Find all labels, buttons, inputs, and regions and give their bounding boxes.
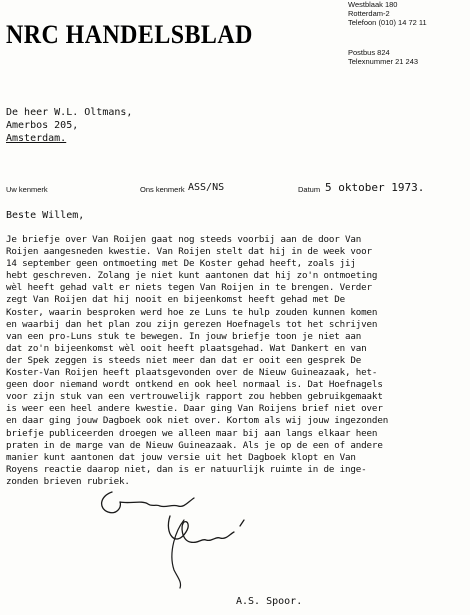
letter-body-line: dat zo'n bijeenkomst wèl ooit heeft plaatsgehad. Wat Dankert en van bbox=[6, 342, 367, 354]
letter-body-line: briefje publiceerden droegen we alleen maar bij aan langs elkaar heen bbox=[6, 427, 378, 439]
salutation: Beste Willem, bbox=[6, 210, 85, 221]
letter-body-line: Je briefje over Van Roijen gaat nog steeds voorbij aan de door Van bbox=[6, 234, 362, 245]
sender-street: Westblaak 180 bbox=[348, 0, 398, 9]
newspaper-masthead: NRC HANDELSBLAD bbox=[6, 20, 253, 49]
uw-kenmerk-label: Uw kenmerk bbox=[6, 185, 48, 194]
letter-body-line: voor zijn stuk van een vertrouwelijk rapport zou hebben gebruikgemaakt bbox=[6, 391, 383, 403]
letter-body-line: en daar ging jouw Dagboek ook niet over. Kortom als wij jouw ingezonden bbox=[6, 415, 389, 427]
sender-address-block bbox=[348, 0, 427, 27]
handwritten-signature-icon bbox=[90, 482, 290, 592]
letter-body-line: zonden brieven rubriek. bbox=[6, 475, 130, 487]
letter-body bbox=[6, 234, 468, 488]
signature-name: A.S. Spoor. bbox=[236, 596, 303, 607]
recipient-address bbox=[6, 106, 132, 145]
sender-telex: Telexnummer 21 243 bbox=[348, 57, 419, 66]
sender-city: Rotterdam-2 bbox=[348, 9, 390, 18]
letter-body-line: Koster, waarin besproken werd hoe ze Luns te hulp zouden kunnen komen bbox=[6, 306, 378, 318]
letter-body-line: wèl heeft gehad valt er niets tegen Van Roijen in te brengen. Verder bbox=[6, 282, 372, 294]
letter-body-line: van een pro-Luns stuk te bewegen. In jouw briefje toon je niet aan bbox=[6, 330, 362, 342]
letter-body-line: manier kunt aantonen dat jouw versie uit het Dagboek klopt en Van bbox=[6, 451, 356, 463]
sender-postal-block bbox=[348, 48, 418, 66]
recipient-name: De heer W.L. Oltmans, bbox=[6, 107, 133, 118]
letter-body-line: zegt Van Roijen dat hij nooit en bijeenkomst heeft gehad met De bbox=[6, 294, 346, 306]
sender-phone: Telefoon (010) 14 72 11 bbox=[348, 18, 427, 27]
letter-body-line: is weer een heel andere kwestie. Daar ging Van Roijens brief niet over bbox=[6, 403, 383, 415]
letter-body-line: Roijen aangesneden kwestie. Van Roijen stelt dat hij in de week voor bbox=[6, 246, 372, 258]
recipient-city: Amsterdam. bbox=[6, 133, 67, 144]
letter-body-line: en waarbij dan het plan zou zijn gerezen Hoefnagels tot het schrijven bbox=[6, 318, 378, 330]
letter-body-line: praten in de marge van de Nieuw Guineazaak. Als je op de een of andere bbox=[6, 439, 383, 451]
letter-body-line: 14 september geen ontmoeting met De Koster gehad heeft, zoals jij bbox=[6, 258, 356, 270]
letter-body-line: hebt geschreven. Zolang je niet kunt aantonen dat hij zo'n ontmoeting bbox=[6, 270, 378, 282]
letter-body-line: der Spek zeggen is steeds niet meer dan dat er ooit een gesprek De bbox=[6, 354, 362, 366]
datum-value: 5 oktober 1973. bbox=[325, 181, 425, 194]
datum-label: Datum bbox=[298, 185, 321, 194]
sender-postbus: Postbus 824 bbox=[348, 48, 390, 57]
ons-kenmerk-value: ASS/NS bbox=[188, 182, 225, 193]
letter-body-line: geen door niemand wordt ontkend en ook heel normaal is. Dat Hoefnagels bbox=[6, 379, 383, 391]
recipient-street: Amerbos 205, bbox=[6, 120, 79, 131]
letter-body-line: Koster-Van Roijen heeft plaatsgevonden over de Nieuw Guineazaak, het- bbox=[6, 367, 378, 379]
letter-body-line: Royens reactie daarop niet, dan is er natuurlijk ruimte in de inge- bbox=[6, 463, 367, 475]
ons-kenmerk-label: Ons kenmerk bbox=[140, 185, 185, 194]
